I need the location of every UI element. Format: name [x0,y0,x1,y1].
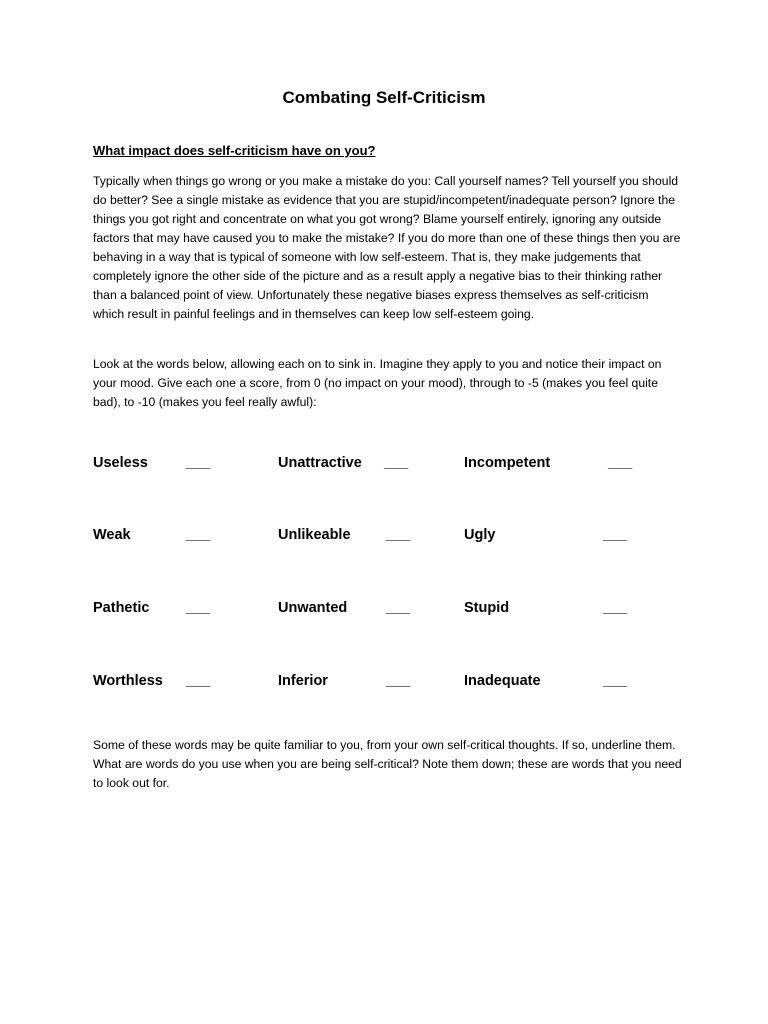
score-blank[interactable]: ___ [386,527,411,543]
document-title: Combating Self-Criticism [282,88,486,107]
word-label: Unlikeable [278,527,351,543]
score-blank[interactable]: ___ [186,600,211,616]
word-label: Inferior [278,673,328,689]
word-label: Weak [93,527,131,543]
score-blank[interactable]: ___ [186,455,211,471]
score-blank[interactable]: ___ [384,455,409,471]
word-label: Stupid [464,600,510,616]
word-row [93,600,653,624]
word-label: Unwanted [278,600,348,616]
score-blank[interactable]: ___ [603,527,628,543]
instructions-paragraph: Look at the words below, allowing each on to sink in. Imagine they apply to you and notice their impact on your mood. Give each one a score, from 0 (no impact on your mood), through to -5 (makes you feel quite bad), to -10 (makes you feel really awful): [93,357,662,409]
score-blank[interactable]: ___ [186,527,211,543]
closing-paragraph: Some of these words may be quite familiar to you, from your own self-critical thoughts. If so, underline them. What are words do you use when you are being self-critical? Note them down; these are words that you need to look out for. [93,738,682,790]
word-label: Useless [93,455,148,471]
word-label: Pathetic [93,600,150,616]
word-label: Ugly [464,527,496,543]
word-row [93,527,653,551]
score-blank[interactable]: ___ [603,600,628,616]
score-blank[interactable]: ___ [186,673,211,689]
word-row [93,673,653,697]
intro-paragraph: Typically when things go wrong or you make a mistake do you: Call yourself names? Tell yourself you should do better? See a single mistake as evidence that you are stupid/incompetent/inadequate person? Ignore the things you got right and concentrate on what you got wrong? Blame yourself entirely, ignoring any outside factors that may have caused you to make the mistake? If you do more than one of these things then you are behaving in a way that is typical of someone with low self-esteem. That is, they make judgements that completely ignore the other side of the picture and as a result apply a negative bias to their thinking rather than a balanced point of view. Unfortunately these negative biases express themselves as self-criticism which result in painful feelings and in themselves can keep low self-esteem going. [93,174,681,321]
word-rating-grid [93,455,653,715]
word-label: Worthless [93,673,163,689]
word-row [93,455,653,479]
score-blank[interactable]: ___ [603,673,628,689]
word-label: Incompetent [464,455,551,471]
section-heading: What impact does self-criticism have on you? [93,143,376,158]
score-blank[interactable]: ___ [386,600,411,616]
score-blank[interactable]: ___ [608,455,633,471]
word-label: Unattractive [278,455,362,471]
score-blank[interactable]: ___ [386,673,411,689]
word-label: Inadequate [464,673,541,689]
